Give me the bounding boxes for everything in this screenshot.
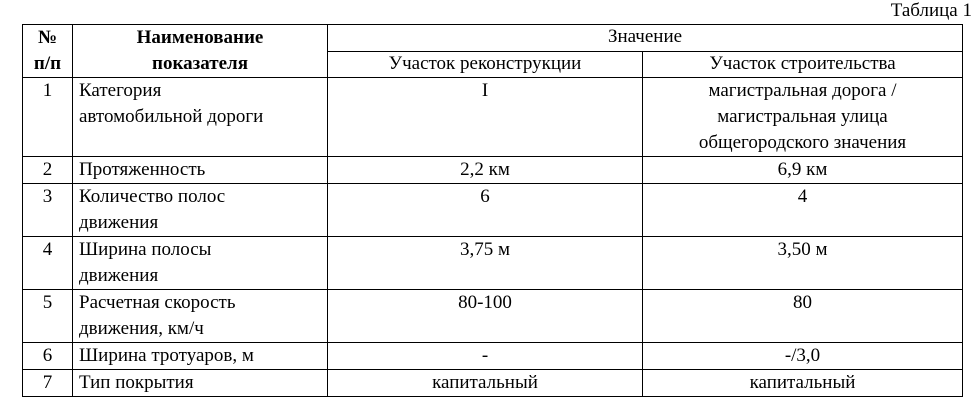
table-row — [23, 343, 963, 370]
construction-value-line: 6,9 км — [777, 159, 828, 180]
construction-value-line: 80 — [793, 292, 812, 313]
indicator-name-line: Ширина полосы — [79, 239, 212, 260]
row-reconstruction-value: 6 — [328, 184, 643, 237]
header-number-line2: п/п — [33, 53, 62, 74]
table-row — [23, 157, 963, 184]
table-caption: Таблица 1 — [890, 0, 972, 21]
construction-value-line: 4 — [797, 186, 808, 207]
row-number: 5 — [23, 290, 73, 343]
indicator-name-line: Количество полос — [79, 186, 226, 207]
row-reconstruction-value: капитальный — [328, 370, 643, 397]
table-body — [23, 78, 963, 397]
header-number-line1: № — [37, 27, 58, 48]
row-indicator-name — [73, 184, 328, 237]
row-construction-value — [643, 237, 963, 290]
row-construction-value — [643, 184, 963, 237]
row-number: 7 — [23, 370, 73, 397]
header-name-line1: Наименование — [136, 27, 264, 48]
indicator-name-line: Протяженность — [79, 159, 206, 180]
row-reconstruction-value: 80-100 — [328, 290, 643, 343]
row-number: 4 — [23, 237, 73, 290]
row-construction-value — [643, 78, 963, 157]
row-number: 1 — [23, 78, 73, 157]
table-row — [23, 237, 963, 290]
row-construction-value — [643, 370, 963, 397]
row-indicator-name — [73, 78, 328, 157]
header-construction: Участок строительства — [643, 51, 963, 78]
row-indicator-name — [73, 370, 328, 397]
construction-value-line: магистральная улица — [717, 106, 888, 127]
table-row — [23, 290, 963, 343]
construction-value-line: -/3,0 — [784, 345, 821, 366]
indicator-name-line: движения, км/ч — [79, 318, 204, 339]
header-reconstruction: Участок реконструкции — [328, 51, 643, 78]
row-reconstruction-value: I — [328, 78, 643, 157]
indicator-name-line: движения — [79, 212, 159, 233]
indicator-name-line: Расчетная скорость — [79, 292, 236, 313]
row-indicator-name — [73, 290, 328, 343]
indicator-name-line: Категория — [79, 80, 162, 101]
row-number: 3 — [23, 184, 73, 237]
construction-value-line: общегородского значения — [698, 132, 907, 153]
indicators-table — [22, 24, 963, 397]
indicator-name-line: Тип покрытия — [79, 372, 194, 393]
header-value-group: Значение — [328, 25, 963, 52]
row-construction-value — [643, 290, 963, 343]
table-row — [23, 184, 963, 237]
row-indicator-name — [73, 157, 328, 184]
header-name-line2: показателя — [152, 53, 248, 74]
header-number — [23, 25, 73, 78]
row-reconstruction-value: 2,2 км — [328, 157, 643, 184]
header-indicator-name — [73, 25, 328, 78]
construction-value-line: капитальный — [749, 372, 856, 393]
row-indicator-name — [73, 237, 328, 290]
indicator-name-line: автомобильной дороги — [79, 106, 264, 127]
row-number: 6 — [23, 343, 73, 370]
row-reconstruction-value: 3,75 м — [328, 237, 643, 290]
row-construction-value — [643, 157, 963, 184]
row-reconstruction-value: - — [328, 343, 643, 370]
indicator-name-line: Ширина тротуаров, м — [79, 345, 254, 366]
row-indicator-name — [73, 343, 328, 370]
row-construction-value — [643, 343, 963, 370]
construction-value-line: магистральная дорога / — [708, 80, 897, 101]
indicator-name-line: движения — [79, 265, 159, 286]
row-number: 2 — [23, 157, 73, 184]
construction-value-line: 3,50 м — [777, 239, 828, 260]
table-header — [23, 25, 963, 78]
table-row — [23, 78, 963, 157]
table-row — [23, 370, 963, 397]
